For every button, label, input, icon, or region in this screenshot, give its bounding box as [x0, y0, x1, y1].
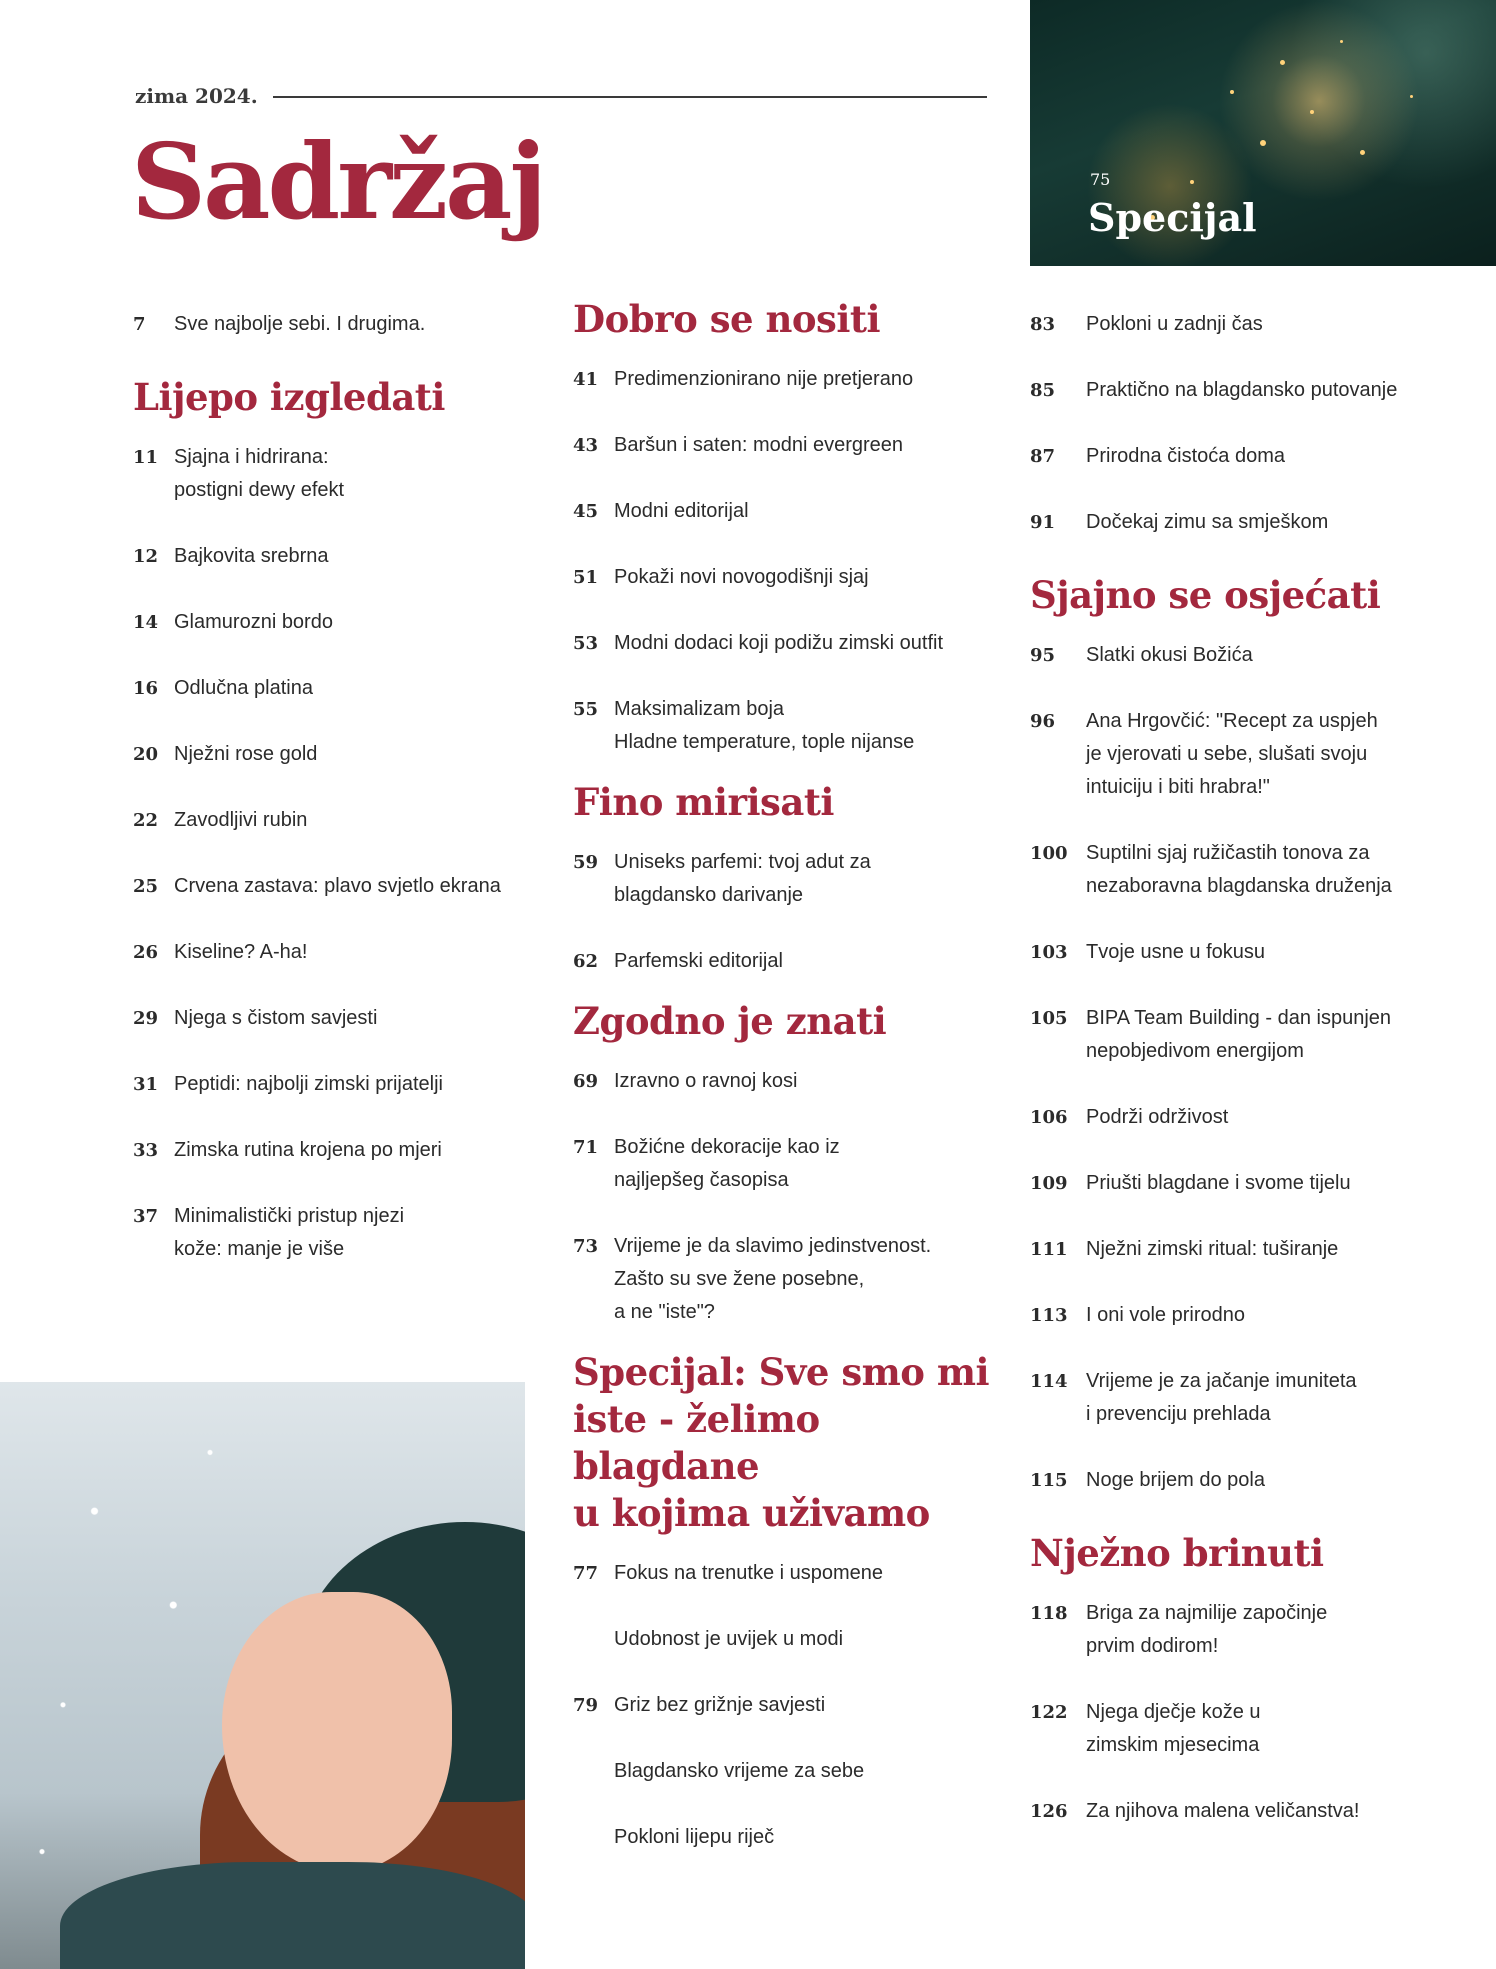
header-rule [273, 96, 987, 98]
toc-item[interactable] [1030, 1597, 1470, 1663]
toc-item-title: I oni vole prirodno [1086, 1304, 1245, 1326]
toc-page-number: 62 [573, 951, 599, 972]
toc-page-number: 45 [573, 501, 599, 522]
toc-item-title: Briga za najmilije započinje prvim dodirom! [1086, 1602, 1328, 1657]
toc-item[interactable] [1030, 1365, 1470, 1431]
toc-item[interactable] [133, 606, 553, 639]
toc-page-number: 79 [573, 1695, 599, 1716]
toc-item-title: Vrijeme je da slavimo jedinstvenost. Zašto su sve žene posebne, a ne "iste"? [614, 1235, 932, 1323]
toc-item[interactable] [573, 1131, 1013, 1197]
toc-page-number: 31 [133, 1074, 159, 1095]
page-title: Sadržaj [131, 120, 545, 243]
toc-item-title: Baršun i saten: modni evergreen [614, 434, 904, 456]
toc-item-title: Zavodljivi rubin [174, 809, 308, 831]
toc-item-title: Priušti blagdane i svome tijelu [1086, 1172, 1351, 1194]
toc-page-number: 69 [573, 1071, 599, 1092]
toc-page-number: 55 [573, 699, 599, 720]
toc-item-title: Nježni rose gold [174, 743, 318, 765]
toc-item[interactable] [1030, 1696, 1470, 1762]
toc-page-number: 71 [573, 1137, 599, 1158]
section-list-zgodno [573, 1065, 1013, 1329]
toc-item[interactable] [133, 672, 553, 705]
section-list-lijepo [133, 441, 553, 1266]
toc-item-title: Njega dječje kože u zimskim mjesecima [1086, 1701, 1261, 1756]
toc-page-number: 95 [1030, 645, 1056, 666]
section-list-fino [573, 846, 1013, 978]
toc-item[interactable] [573, 627, 1013, 660]
toc-item-title: Peptidi: najbolji zimski prijatelji [174, 1073, 443, 1095]
toc-item-title: Pokloni lijepu riječ [614, 1826, 775, 1848]
toc-item[interactable] [573, 945, 1013, 978]
toc-item-title: Glamurozni bordo [174, 611, 333, 633]
toc-item-title: Uniseks parfemi: tvoj adut za blagdansko darivanje [614, 851, 871, 906]
toc-page-number: 59 [573, 852, 599, 873]
toc-item-title: Noge brijem do pola [1086, 1469, 1265, 1491]
toc-page-number: 26 [133, 942, 159, 963]
toc-item[interactable] [133, 738, 553, 771]
toc-item[interactable] [573, 363, 1013, 396]
toc-page-number: 22 [133, 810, 159, 831]
toc-page-number: 96 [1030, 711, 1056, 732]
section-list-specijal-cont [1030, 308, 1470, 539]
section-list-njezno [1030, 1597, 1470, 1828]
toc-item-title: Modni dodaci koji podižu zimski outfit [614, 632, 944, 654]
toc-item-title: Sve najbolje sebi. I drugima. [174, 313, 426, 335]
toc-page-number: 7 [133, 314, 146, 335]
toc-page-number: 126 [1030, 1801, 1068, 1822]
toc-page-number: 103 [1030, 942, 1068, 963]
toc-item[interactable] [133, 1068, 553, 1101]
toc-item[interactable] [1030, 440, 1470, 473]
toc-page-number: 105 [1030, 1008, 1068, 1029]
toc-page-number: 85 [1030, 380, 1056, 401]
section-list-specijal [573, 1557, 1013, 1854]
toc-item-title: Crvena zastava: plavo svjetlo ekrana [174, 875, 501, 897]
toc-item-title: Predimenzionirano nije pretjerano [614, 368, 914, 390]
toc-item-title: Blagdansko vrijeme za sebe [614, 1760, 865, 1782]
toc-page-number: 115 [1030, 1470, 1068, 1491]
toc-page-number: 122 [1030, 1702, 1068, 1723]
toc-item-title: Odlučna platina [174, 677, 313, 699]
toc-item-title: Prirodna čistoća doma [1086, 445, 1285, 467]
toc-item-title: Podrži održivost [1086, 1106, 1229, 1128]
toc-page-number: 53 [573, 633, 599, 654]
toc-item[interactable] [133, 441, 553, 507]
toc-item[interactable] [133, 1200, 553, 1266]
toc-item[interactable] [573, 495, 1013, 528]
toc-item-title: Sjajna i hidrirana: postigni dewy efekt [174, 446, 345, 501]
toc-item[interactable] [1030, 936, 1470, 969]
toc-column-1 [133, 308, 553, 1299]
toc-item-title: Modni editorijal [614, 500, 749, 522]
section-title-lijepo: Lijepo izgledati [133, 375, 445, 419]
toc-page-number: 12 [133, 546, 159, 567]
toc-item[interactable] [573, 1755, 1013, 1788]
toc-item-title: Bajkovita srebrna [174, 545, 329, 567]
toc-item[interactable] [573, 846, 1013, 912]
toc-page-number: 29 [133, 1008, 159, 1029]
toc-column-2 [573, 296, 1013, 1887]
toc-item[interactable] [573, 1230, 1013, 1329]
toc-item[interactable] [133, 308, 553, 341]
toc-item-title: Pokloni u zadnji čas [1086, 313, 1263, 335]
toc-item[interactable] [573, 1065, 1013, 1098]
toc-item-title: Pokaži novi novogodišnji sjaj [614, 566, 869, 588]
section-title-dobro: Dobro se nositi [573, 297, 881, 341]
toc-item[interactable] [133, 540, 553, 573]
toc-item-title: Griz bez grižnje savjesti [614, 1694, 826, 1716]
toc-page-number: 91 [1030, 512, 1056, 533]
toc-page-number: 43 [573, 435, 599, 456]
section-title-specijal: Specijal: Sve smo mi iste - želimo blagdane u kojima uživamo [573, 1350, 990, 1535]
toc-item[interactable] [1030, 506, 1470, 539]
toc-item[interactable] [133, 936, 553, 969]
toc-page-number: 14 [133, 612, 159, 633]
section-title-fino: Fino mirisati [573, 780, 834, 824]
section-title-zgodno: Zgodno je znati [573, 999, 887, 1043]
toc-item[interactable] [573, 1821, 1013, 1854]
toc-item[interactable] [1030, 1233, 1470, 1266]
toc-item[interactable] [1030, 1299, 1470, 1332]
toc-item-title: Praktično na blagdansko putovanje [1086, 379, 1398, 401]
section-list-dobro [573, 363, 1013, 759]
toc-page-number: 25 [133, 876, 159, 897]
toc-item[interactable] [133, 804, 553, 837]
toc-item[interactable] [573, 561, 1013, 594]
section-title-sjajno: Sjajno se osjećati [1030, 573, 1381, 617]
toc-item[interactable] [1030, 1167, 1470, 1200]
toc-item[interactable] [1030, 1464, 1470, 1497]
toc-page-number: 114 [1030, 1371, 1068, 1392]
toc-item-title: Maksimalizam boja Hladne temperature, tople nijanse [614, 698, 915, 753]
toc-item-title: Slatki okusi Božića [1086, 644, 1253, 666]
toc-page-number: 83 [1030, 314, 1056, 335]
toc-item-title: Udobnost je uvijek u modi [614, 1628, 844, 1650]
toc-item-title: Zimska rutina krojena po mjeri [174, 1139, 442, 1161]
toc-item-title: Fokus na trenutke i uspomene [614, 1562, 884, 1584]
toc-item[interactable] [1030, 1101, 1470, 1134]
toc-item-title: Suptilni sjaj ružičastih tonova za nezaboravna blagdanska druženja [1086, 842, 1392, 897]
bokeh-lights-photo [1030, 0, 1496, 266]
toc-page-number: 11 [133, 447, 159, 468]
toc-item[interactable] [573, 693, 1013, 759]
toc-page-number: 51 [573, 567, 599, 588]
toc-item-title: Ana Hrgovčić: "Recept za uspjeh je vjerovati u sebe, slušati svoju intuiciju i biti hrabra!" [1086, 710, 1378, 798]
toc-item[interactable] [1030, 374, 1470, 407]
coat-shape [60, 1862, 525, 1969]
issue-season: zima 2024. [135, 84, 258, 108]
toc-page-number: 16 [133, 678, 159, 699]
toc-page-number: 41 [573, 369, 599, 390]
toc-item-title: Dočekaj zimu sa smješkom [1086, 511, 1329, 533]
toc-item[interactable] [133, 1134, 553, 1167]
toc-page-number: 106 [1030, 1107, 1068, 1128]
toc-page-number: 113 [1030, 1305, 1068, 1326]
toc-item[interactable] [1030, 705, 1470, 804]
toc-item[interactable] [573, 1689, 1013, 1722]
toc-item-title: Vrijeme je za jačanje imuniteta i prevenciju prehlada [1086, 1370, 1357, 1425]
toc-item[interactable] [573, 1557, 1013, 1590]
section-title-njezno: Nježno brinuti [1030, 1531, 1324, 1575]
toc-item[interactable] [1030, 1002, 1470, 1068]
toc-page-number: 100 [1030, 843, 1068, 864]
toc-item-title: Izravno o ravnoj kosi [614, 1070, 798, 1092]
toc-item[interactable] [573, 1623, 1013, 1656]
toc-item[interactable] [573, 429, 1013, 462]
toc-page-number: 118 [1030, 1603, 1068, 1624]
toc-page-number: 33 [133, 1140, 159, 1161]
toc-item[interactable] [1030, 1795, 1470, 1828]
toc-item-title: Božićne dekoracije kao iz najljepšeg časopisa [614, 1136, 840, 1191]
toc-page-number: 109 [1030, 1173, 1068, 1194]
toc-item[interactable] [1030, 639, 1470, 672]
toc-item-title: Nježni zimski ritual: tuširanje [1086, 1238, 1339, 1260]
toc-item-title: Za njihova malena veličanstva! [1086, 1800, 1360, 1822]
toc-item-title: Kiseline? A-ha! [174, 941, 308, 963]
toc-page-number: 37 [133, 1206, 159, 1227]
special-page-number: 75 [1090, 170, 1111, 189]
woman-in-snow-photo [0, 1382, 525, 1969]
toc-item[interactable] [1030, 837, 1470, 903]
toc-item[interactable] [133, 870, 553, 903]
toc-item-title: Parfemski editorijal [614, 950, 783, 972]
toc-page-number: 87 [1030, 446, 1056, 467]
toc-page-number: 111 [1030, 1239, 1068, 1260]
section-list-sjajno [1030, 639, 1470, 1497]
toc-item[interactable] [133, 1002, 553, 1035]
toc-item[interactable] [1030, 308, 1470, 341]
special-label[interactable]: Specijal [1088, 195, 1257, 240]
toc-item-title: Njega s čistom savjesti [174, 1007, 378, 1029]
toc-page-number: 20 [133, 744, 159, 765]
toc-page-number: 73 [573, 1236, 599, 1257]
toc-item-title: Tvoje usne u fokusu [1086, 941, 1265, 963]
toc-column-3 [1030, 308, 1470, 1861]
toc-page-number: 77 [573, 1563, 599, 1584]
toc-item-title: Minimalistički pristup njezi kože: manje je više [174, 1205, 405, 1260]
toc-item-title: BIPA Team Building - dan ispunjen nepobjedivom energijom [1086, 1007, 1392, 1062]
